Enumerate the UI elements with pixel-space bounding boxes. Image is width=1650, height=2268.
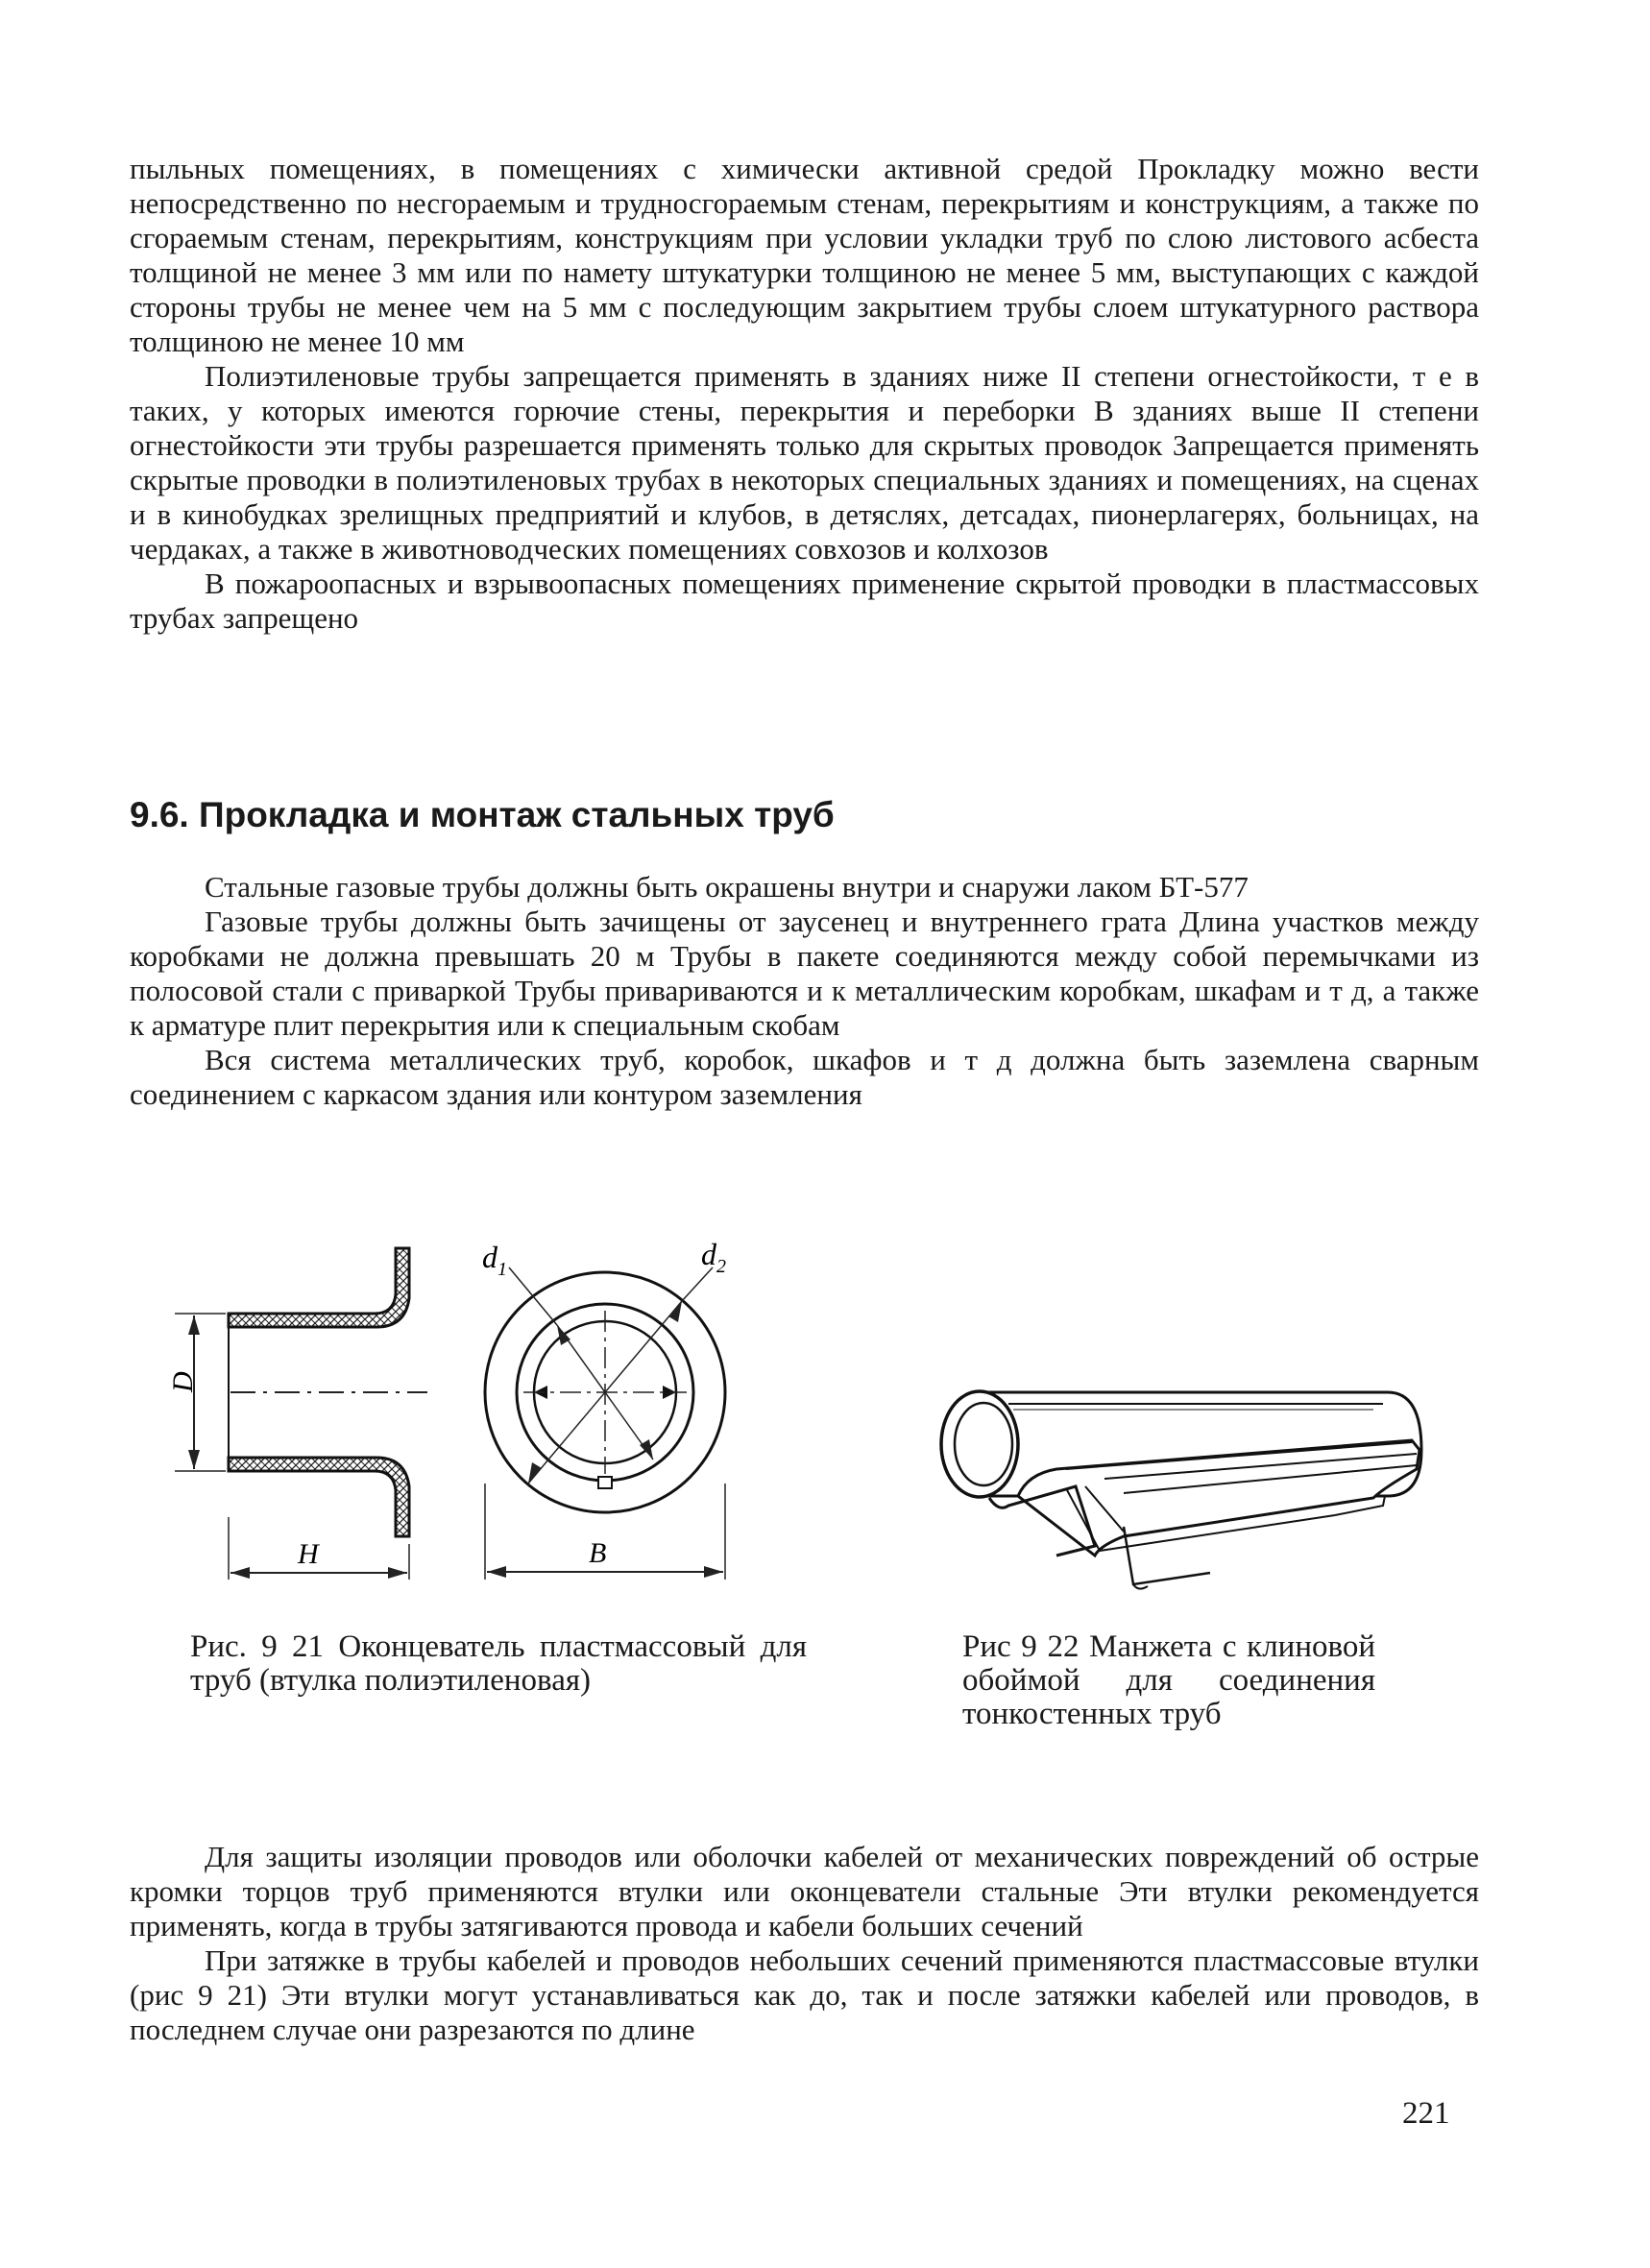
paragraph: Стальные газовые трубы должны быть окрашены внутри и снаружи лаком БТ-577 — [205, 870, 1249, 904]
page-number: 221 — [1402, 2096, 1450, 2131]
figure-sleeve-side-view — [154, 1239, 432, 1584]
paragraph: Полиэтиленовые трубы запрещается применять в зданиях ниже II степени огнестойкости, т е в таких, у которых имеются горючие стены, перекрытия и переборки В зданиях выше II степени огнестойкости эти трубы разрешается применять только для скрытых проводок Запрещается применять скрытые проводки в полиэтиленовых трубах в некоторых специальных зданиях и помещениях, на сценах и в кинобудках зрелищных предприятий и клубов, в детяслях, детсадах, пионерлагерях, больницах, на чердаках, а также в животноводческих помещениях совхозов и колхозов — [130, 359, 1479, 566]
figure-caption-9-22 — [962, 1630, 1375, 1731]
dimension-d2-label: $d_2$ — [701, 1237, 726, 1277]
dimension-d-label: D — [167, 1371, 199, 1392]
paragraph: пыльных помещениях, в помещениях с химически активной средой Прокладку можно вести непосредственно по несгораемым и трудносгораемым стенам, перекрытиям и конструкциям, а также по сгораемым стенам, перекрытиям, конструкциям при условии укладки труб по слою листового асбеста толщиной не менее 3 мм или по намету штукатурки толщиною не менее 5 мм, выступающих с каждой стороны трубы не менее чем на 5 мм с последующим закрытием трубы слоем штукатурного раствора толщиною не менее 10 мм — [130, 152, 1479, 358]
section-text — [130, 870, 1479, 1112]
dimension-h-label: H — [298, 1538, 319, 1570]
section-heading: 9.6. Прокладка и монтаж стальных труб — [130, 795, 835, 834]
figure-caption-9-21 — [190, 1630, 807, 1698]
paragraph: В пожароопасных и взрывоопасных помещениях применение скрытой проводки в пластмассовых трубах запрещено — [130, 567, 1479, 635]
paragraph: Для защиты изоляции проводов или оболочки кабелей от механических повреждений об острые кромки торцов труб применяются втулки или оконцеватели стальные Эти втулки рекомендуется применять, когда в трубы затягиваются провода и кабели больших сечений — [130, 1840, 1479, 1942]
top-text — [130, 152, 1479, 636]
figure-sleeve-front-view — [461, 1234, 749, 1589]
paragraph: Газовые трубы должны быть зачищены от заусенец и внутреннего грата Длина участков между коробками не должна превышать 20 м Трубы в пакете соединяются между собой перемычками из полосовой стали с приваркой Трубы привариваются и к металлическим коробкам, шкафам и т д, а также к арматуре плит перекрытия или к специальным скобам — [130, 905, 1479, 1042]
dimension-b-label: B — [589, 1537, 607, 1569]
paragraph: При затяжке в трубы кабелей и проводов небольших сечений применяются пластмассовые втулки (рис 9 21) Эти втулки могут устанавливаться как до, так и после затяжки кабелей или проводов, в последнем случае они разрезаются по длине — [130, 1943, 1479, 2046]
dimension-d1-label: $d_1$ — [482, 1240, 507, 1280]
bottom-text — [130, 1840, 1479, 2047]
caption-text: Манжета с клиновой обоймой для соединения тонкостенных труб — [962, 1629, 1375, 1731]
paragraph: Вся система металлических труб, коробок, шкафов и т д должна быть заземлена сварным соединением с каркасом здания или контуром заземления — [130, 1043, 1479, 1111]
caption-text: Оконцеватель пластмассовый для труб (втулка полиэтиленовая) — [190, 1629, 808, 1698]
figure-tube-clamp — [932, 1383, 1460, 1613]
caption-number: Рис 9 22 — [962, 1629, 1080, 1664]
caption-number: Рис. 9 21 — [190, 1629, 325, 1664]
